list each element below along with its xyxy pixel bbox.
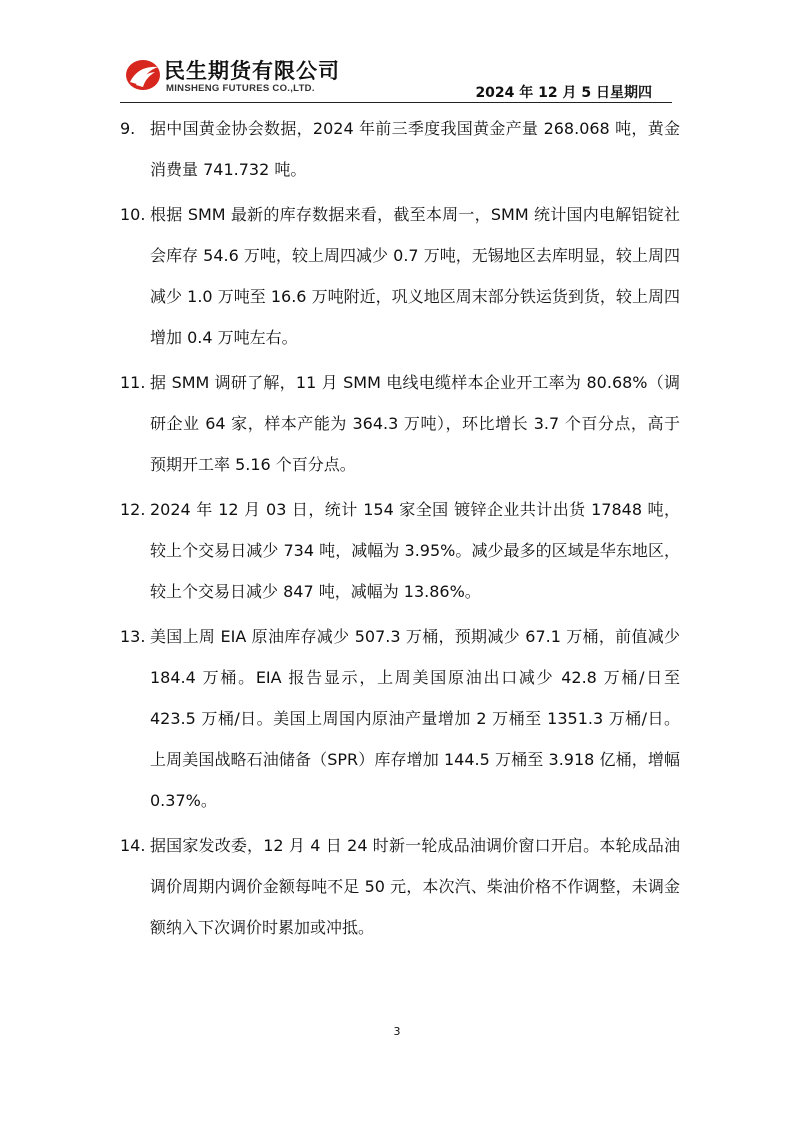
report-date: 2024 年 12 月 5 日星期四 (475, 85, 652, 101)
list-item (120, 616, 680, 821)
list-item (120, 489, 680, 612)
item-text: 根据 SMM 最新的库存数据来看，截至本周一，SMM 统计国内电解铝锭社会库存 54.6 万吨，较上周四减少 0.7 万吨，无锡地区去库明显，较上周四减少 1.0 万吨至 16.6 万吨附近，巩义地区周末部分铁运货到货，较上周四增加 0.4 万吨左右。 (150, 205, 680, 347)
company-logo (120, 52, 380, 100)
minsheng-logo-icon (124, 58, 162, 92)
list-item (120, 362, 680, 485)
list-item (120, 825, 680, 948)
item-number: 13. (120, 627, 146, 646)
item-text: 据 SMM 调研了解，11 月 SMM 电线电缆样本企业开工率为 80.68%（调研企业 64 家，样本产能为 364.3 万吨），环比增长 3.7 个百分点，高于预期开工率 5.16 个百分点。 (150, 373, 680, 474)
news-list (120, 108, 680, 948)
item-text: 2024 年 12 月 03 日，统计 154 家全国 镀锌企业共计出货 17848 吨，较上个交易日减少 734 吨，减幅为 3.95%。减少最多的区域是华东地区，较上个交易日减少 847 吨，减幅为 13.86%。 (150, 500, 680, 601)
list-item (120, 194, 680, 358)
item-text: 据国家发改委，12 月 4 日 24 时新一轮成品油调价窗口开启。本轮成品油调价周期内调价金额每吨不足 50 元，本次汽、柴油价格不作调整，未调金额纳入下次调价时累加或冲抵。 (150, 836, 680, 937)
list-item (120, 108, 680, 190)
item-number: 10. (120, 205, 146, 224)
page-header (120, 52, 672, 102)
item-text: 美国上周 EIA 原油库存减少 507.3 万桶，预期减少 67.1 万桶，前值减少 184.4 万桶。EIA 报告显示，上周美国原油出口减少 42.8 万桶/日至 423.5 万桶/日。美国上周国内原油产量增加 2 万桶至 1351.3 万桶/日。上周美国战略石油储备（SPR）库存增加 144.5 万桶至 3.918 亿桶，增幅 0.37%。 (150, 627, 680, 810)
company-name-cn: 民生期货有限公司 (164, 59, 340, 83)
item-number: 14. (120, 836, 146, 855)
item-number: 11. (120, 373, 146, 392)
page-number: 3 (393, 1025, 401, 1038)
company-name-en: MINSHENG FUTURES CO.,LTD. (166, 83, 315, 94)
item-number: 9. (120, 119, 136, 138)
item-number: 12. (120, 500, 146, 519)
item-text: 据中国黄金协会数据，2024 年前三季度我国黄金产量 268.068 吨，黄金消费量 741.732 吨。 (150, 119, 680, 179)
header-divider (120, 102, 672, 103)
